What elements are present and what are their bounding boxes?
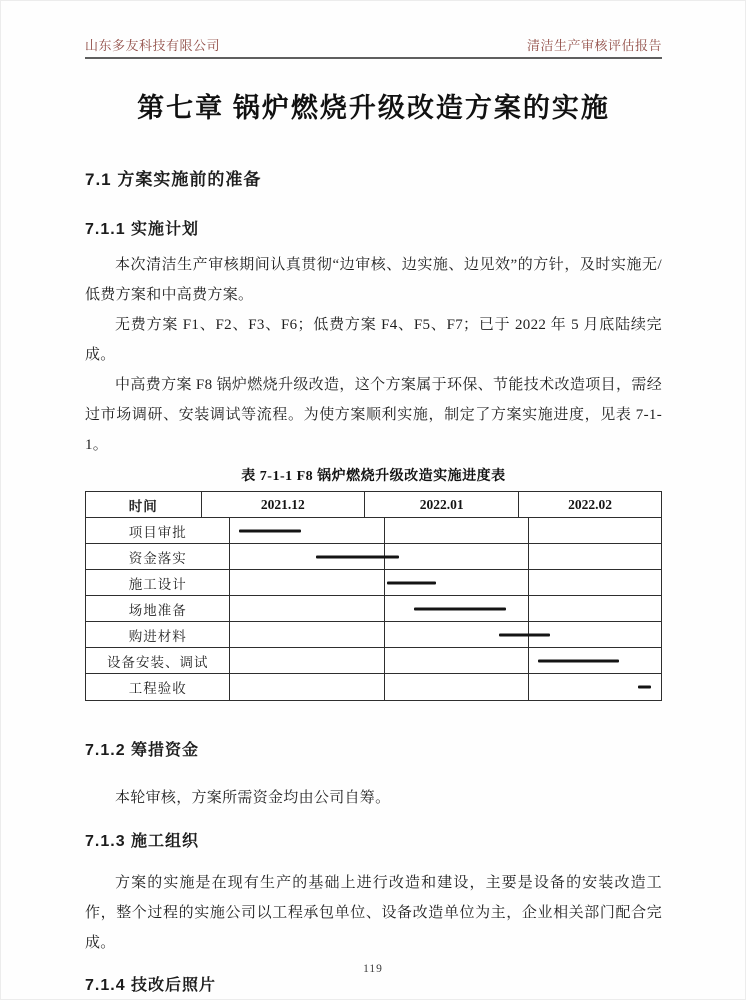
column-grid-line	[528, 596, 529, 621]
column-grid-line	[384, 674, 385, 700]
gantt-timeline	[230, 570, 661, 595]
column-grid-line	[384, 648, 385, 673]
gantt-timeline	[230, 596, 661, 621]
paragraph: 本轮审核，方案所需资金均由公司自筹。	[115, 790, 391, 806]
gantt-timeline	[230, 622, 661, 647]
table-caption: 表 7-1-1 F8 锅炉燃烧升级改造实施进度表	[241, 469, 506, 484]
paragraph: 本次清洁生产审核期间认真贯彻“边审核、边实施、边见效”的方针，及时实施无/低费方案和中高费方案。	[85, 257, 662, 303]
table-header-month: 2022.02	[568, 496, 612, 512]
gantt-bar	[239, 529, 301, 532]
heading-7-1-3: 7.1.3 施工组织	[85, 833, 200, 850]
heading-7-1: 7.1 方案实施前的准备	[85, 170, 262, 189]
gantt-bar	[316, 555, 399, 558]
gantt-bar	[414, 607, 507, 610]
gantt-bar	[387, 581, 436, 584]
table-row-label: 项目审批	[86, 518, 230, 543]
table-row	[86, 622, 661, 648]
schedule-table	[85, 491, 662, 701]
table-row	[86, 544, 661, 570]
table-row-label: 工程验收	[86, 674, 230, 700]
section-7-1-2-body	[85, 783, 662, 813]
table-row-label: 施工设计	[86, 570, 230, 595]
header-report-title: 清洁生产审核评估报告	[526, 38, 662, 53]
table-row-label: 资金落实	[86, 544, 230, 569]
table-row-label: 设备安装、调试	[86, 648, 230, 673]
header-rule	[85, 57, 662, 59]
paragraph: 无费方案 F1、F2、F3、F6；低费方案 F4、F5、F7；已于 2022 年 5 月底陆续完成。	[85, 317, 662, 363]
table-row	[86, 648, 661, 674]
section-7-1-3-body	[85, 868, 662, 958]
gantt-bar	[638, 686, 651, 689]
gantt-timeline	[230, 544, 661, 569]
column-grid-line	[528, 674, 529, 700]
column-grid-line	[384, 596, 385, 621]
section-7-1-1-body	[85, 250, 662, 460]
table-row	[86, 570, 661, 596]
table-header-month: 2021.12	[202, 492, 366, 517]
column-grid-line	[528, 544, 529, 569]
heading-7-1-1: 7.1.1 实施计划	[85, 221, 200, 238]
table-row-label: 购进材料	[86, 622, 230, 647]
chapter-title: 第七章 锅炉燃烧升级改造方案的实施	[137, 93, 610, 123]
page-header	[85, 1, 662, 54]
gantt-timeline	[230, 674, 661, 700]
heading-7-1-4: 7.1.4 技改后照片	[85, 977, 217, 994]
header-company-name: 山东多友科技有限公司	[85, 38, 221, 53]
gantt-timeline	[230, 518, 661, 543]
page-number: 119	[363, 963, 383, 975]
column-grid-line	[528, 570, 529, 595]
table-row	[86, 596, 661, 622]
table-header-time: 时间	[86, 492, 202, 517]
table-row	[86, 674, 661, 700]
paragraph: 中高费方案 F8 锅炉燃烧升级改造，这个方案属于环保、节能技术改造项目，需经过市场调研、安装调试等流程。为使方案顺利实施，制定了方案实施进度，见表 7-1-1。	[85, 377, 662, 453]
gantt-bar	[499, 633, 551, 636]
table-row	[86, 518, 661, 544]
paragraph: 方案的实施是在现有生产的基础上进行改造和建设，主要是设备的安装改造工作，整个过程的实施公司以工程承包单位、设备改造单位为主，企业相关部门配合完成。	[85, 875, 662, 951]
heading-7-1-2: 7.1.2 筹措资金	[85, 742, 200, 759]
table-row-label: 场地准备	[86, 596, 230, 621]
column-grid-line	[528, 518, 529, 543]
column-grid-line	[384, 570, 385, 595]
gantt-timeline	[230, 648, 661, 673]
table-header-month: 2022.01	[365, 492, 519, 517]
column-grid-line	[384, 622, 385, 647]
table-header-row	[86, 492, 661, 518]
column-grid-line	[528, 648, 529, 673]
column-grid-line	[384, 518, 385, 543]
gantt-bar	[538, 659, 619, 662]
